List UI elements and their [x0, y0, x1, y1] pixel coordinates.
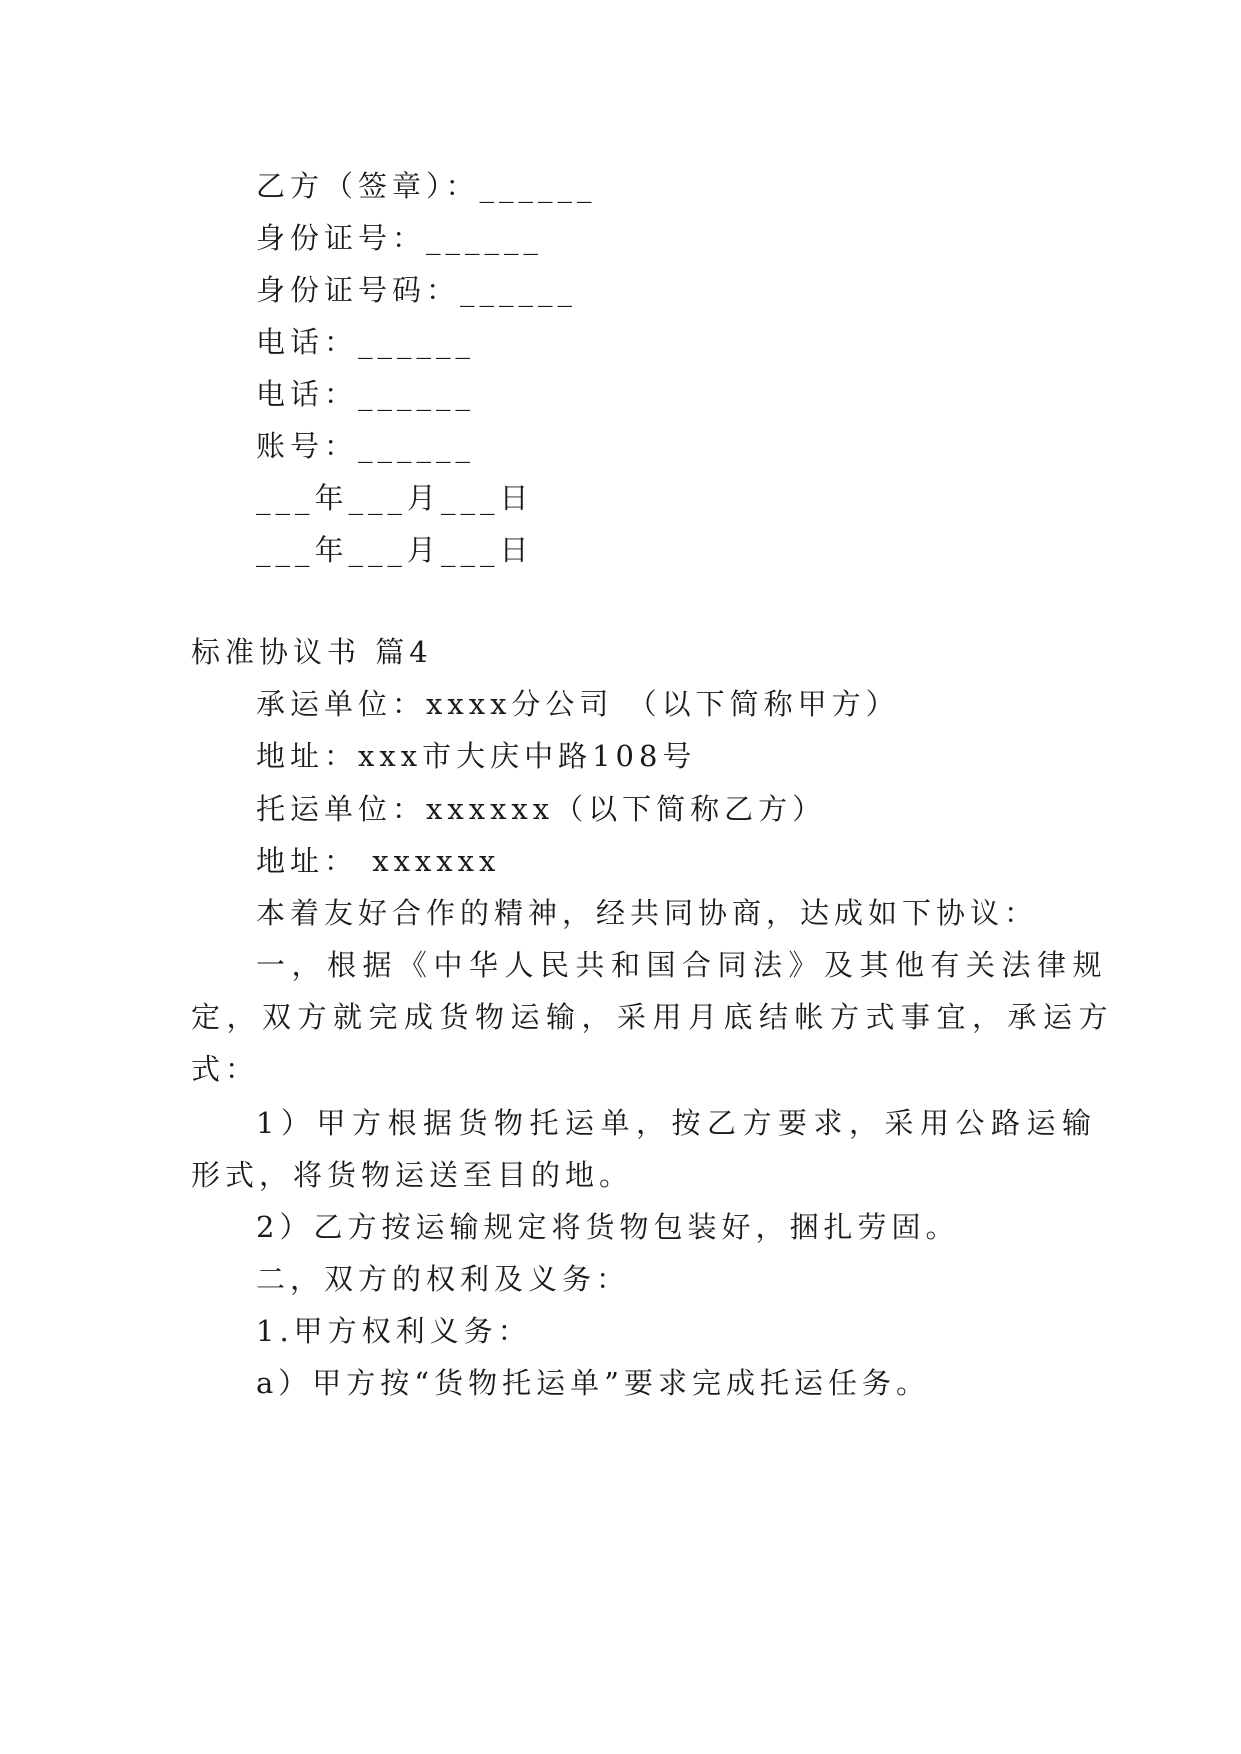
phone-line-1: 电话：______: [256, 325, 476, 359]
shipper-line: 托运单位：xxxxxx（以下简称乙方）: [256, 792, 827, 826]
item1-line2: 形式，将货物运送至目的地。: [191, 1158, 634, 1192]
date-line-1: ___年___月___日: [256, 481, 534, 515]
clause2-heading: 二，双方的权利及义务：: [256, 1262, 631, 1296]
phone-line-2: 电话：______: [256, 377, 476, 411]
date-line-2: ___年___月___日: [256, 533, 534, 567]
shipper-address-line: 地址： xxxxxx: [256, 844, 501, 878]
item2-line: 2）乙方按运输规定将货物包装好，捆扎劳固。: [256, 1210, 960, 1244]
clause1-line2: 定，双方就完成货物运输，采用月底结帐方式事宜，承运方: [191, 1000, 1115, 1034]
clause1-line3: 式：: [191, 1052, 260, 1086]
clause1-line1: 一，根据《中华人民共和国合同法》及其他有关法律规: [256, 948, 1109, 982]
sub1-a-line: a）甲方按“货物托运单”要求完成托运任务。: [256, 1366, 930, 1400]
carrier-line: 承运单位：xxxx分公司 （以下简称甲方）: [256, 687, 900, 721]
carrier-address-line: 地址：xxx市大庆中路108号: [256, 739, 697, 773]
intro-paragraph: 本着友好合作的精神，经共同协商，达成如下协议：: [256, 896, 1039, 930]
party-b-seal-line: 乙方（签章）：______: [256, 169, 597, 203]
id-number-code-line: 身份证号码：______: [256, 273, 578, 307]
sub1-heading: 1.甲方权利义务：: [256, 1314, 532, 1348]
item1-line1: 1）甲方根据货物托运单，按乙方要求，采用公路运输: [256, 1106, 1098, 1140]
account-line: 账号：______: [256, 429, 476, 463]
section-title: 标准协议书 篇4: [191, 635, 433, 669]
id-number-line: 身份证号：______: [256, 221, 544, 255]
